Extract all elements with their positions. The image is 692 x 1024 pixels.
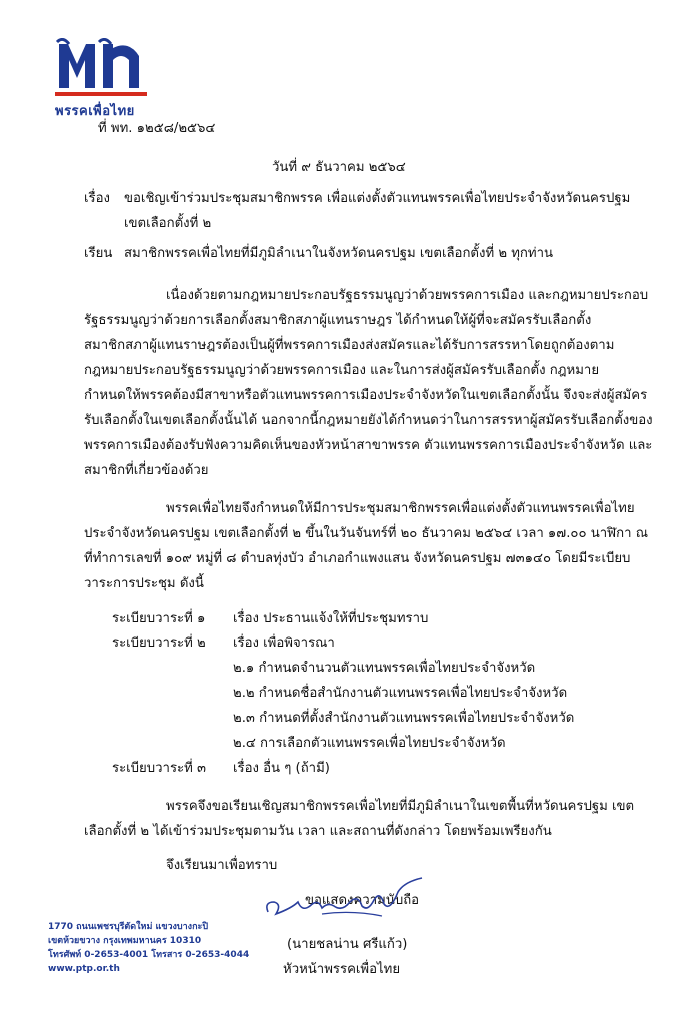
- agenda-subitem: ๒.๓ กำหนดที่ตั้งสำนักงานตัวแทนพรรคเพื่อไทยประจำจังหวัด: [233, 711, 575, 726]
- para1-line: รัฐธรรมนูญว่าด้วยการเลือกตั้งสมาชิกสภาผู้แทนราษฎร ได้กำหนดให้ผู้ที่จะสมัครรับเลือกตั้ง: [84, 313, 592, 328]
- para1-line: กฎหมายประกอบรัฐธรรมนูญว่าด้วยพรรคการเมือง และในการส่งผู้สมัครรับเลือกตั้ง กฎหมาย: [84, 363, 600, 378]
- agenda-subitem: ๒.๒ กำหนดชื่อสำนักงานตัวแทนพรรคเพื่อไทยประจำจังหวัด: [233, 686, 568, 701]
- party-name: พรรคเพื่อไทย: [55, 104, 135, 119]
- para2-line: ประจำจังหวัดนครปฐม เขตเลือกตั้งที่ ๒ ขึ้นในวันจันทร์ที่ ๒๐ ธันวาคม ๒๕๖๔ เวลา ๑๗.๐๐ นาฬิกา ณ: [84, 526, 648, 541]
- reference-number: ที่ พท. ๑๒๕๘/๒๕๖๔: [98, 121, 216, 136]
- agenda-item-2-label: ระเบียบวาระที่ ๒: [112, 636, 206, 651]
- para1-line: พรรคการเมืองต้องรับฟังความคิดเห็นของหัวหน้าสาขาพรรค ตัวแทนพรรคการเมืองประจำจังหวัด และ: [84, 438, 653, 453]
- letter-date: วันที่ ๙ ธันวาคม ๒๕๖๔: [272, 160, 406, 175]
- agenda-item-3-text: เรื่อง อื่น ๆ (ถ้ามี): [233, 761, 330, 776]
- footer-address-line: 1770 ถนนเพชรบุรีตัดใหม่ แขวงบางกะปิ: [48, 922, 209, 932]
- para1-line: กำหนดให้พรรคต้องมีสาขาหรือตัวแทนพรรคการเมืองประจำจังหวัดในเขตเลือกตั้งนั้น จึงจะส่งผู้สมัคร: [84, 388, 648, 403]
- para1-line: เนื่องด้วยตามกฎหมายประกอบรัฐธรรมนูญว่าด้วยพรรคการเมือง และกฎหมายประกอบ: [166, 288, 649, 303]
- agenda-item-3-label: ระเบียบวาระที่ ๓: [112, 761, 207, 776]
- para3-line: เลือกตั้งที่ ๒ ได้เข้าร่วมประชุมตามวัน เวลา และสถานที่ดังกล่าว โดยพร้อมเพรียงกัน: [84, 824, 552, 839]
- sign-off: ขอแสดงความนับถือ: [305, 893, 420, 908]
- subject-line-1: ขอเชิญเข้าร่วมประชุมสมาชิกพรรค เพื่อแต่งตั้งตัวแทนพรรคเพื่อไทยประจำจังหวัดนครปฐม: [124, 191, 631, 206]
- party-logo: [55, 38, 150, 98]
- agenda-subitem: ๒.๑ กำหนดจำนวนตัวแทนพรรคเพื่อไทยประจำจังหวัด: [233, 661, 536, 676]
- footer-phone-line: โทรศัพท์ 0-2653-4001 โทรสาร 0-2653-4044: [48, 950, 250, 960]
- para1-line: สมาชิกที่เกี่ยวข้องด้วย: [84, 463, 209, 478]
- recipient-text: สมาชิกพรรคเพื่อไทยที่มีภูมิลำเนาในจังหวัดนครปฐม เขตเลือกตั้งที่ ๒ ทุกท่าน: [124, 246, 553, 261]
- para2-line: ที่ทำการเลขที่ ๑๐๙ หมู่ที่ ๘ ตำบลทุ่งบัว อำเภอกำแพงแสน จังหวัดนครปฐม ๗๓๑๔๐ โดยมีระเบียบ: [84, 551, 631, 566]
- para1-line: สมาชิกสภาผู้แทนราษฎรต้องเป็นผู้ที่พรรคการเมืองส่งสมัครและได้รับการสรรหาโดยถูกต้องตาม: [84, 338, 615, 353]
- para2-line: วาระการประชุม ดังนี้: [84, 576, 204, 591]
- footer-address-line: เขตห้วยขวาง กรุงเทพมหานคร 10310: [48, 936, 202, 946]
- agenda-subitem: ๒.๔ การเลือกตัวแทนพรรคเพื่อไทยประจำจังหวัด: [233, 736, 506, 751]
- signature-image: [262, 872, 432, 927]
- para3-line: พรรคจึงขอเรียนเชิญสมาชิกพรรคเพื่อไทยที่มีภูมิลำเนาในเขตพื้นที่หวัดนครปฐม เขต: [166, 799, 635, 814]
- footer-website-link[interactable]: www.ptp.or.th: [48, 964, 120, 974]
- subject-label: เรื่อง: [84, 191, 110, 206]
- para1-line: รับเลือกตั้งในเขตเลือกตั้งนั้นได้ นอกจากนี้กฎหมายยังได้กำหนดว่าในการสรรหาผู้สมัครรับเลือกตั้งของ: [84, 413, 653, 428]
- subject-line-2: เขตเลือกตั้งที่ ๒: [124, 216, 212, 231]
- agenda-item-2-text: เรื่อง เพื่อพิจารณา: [233, 636, 335, 651]
- para2-line: พรรคเพื่อไทยจึงกำหนดให้มีการประชุมสมาชิกพรรคเพื่อแต่งตั้งตัวแทนพรรคเพื่อไทย: [166, 501, 635, 516]
- signatory-name: (นายชลน่าน ศรีแก้ว): [287, 937, 408, 952]
- agenda-item-1-text: เรื่อง ประธานแจ้งให้ที่ประชุมทราบ: [233, 611, 429, 626]
- signatory-title: หัวหน้าพรรคเพื่อไทย: [283, 962, 401, 977]
- recipient-label: เรียน: [84, 246, 113, 261]
- agenda-item-1-label: ระเบียบวาระที่ ๑: [112, 611, 206, 626]
- closing-line: จึงเรียนมาเพื่อทราบ: [166, 858, 278, 873]
